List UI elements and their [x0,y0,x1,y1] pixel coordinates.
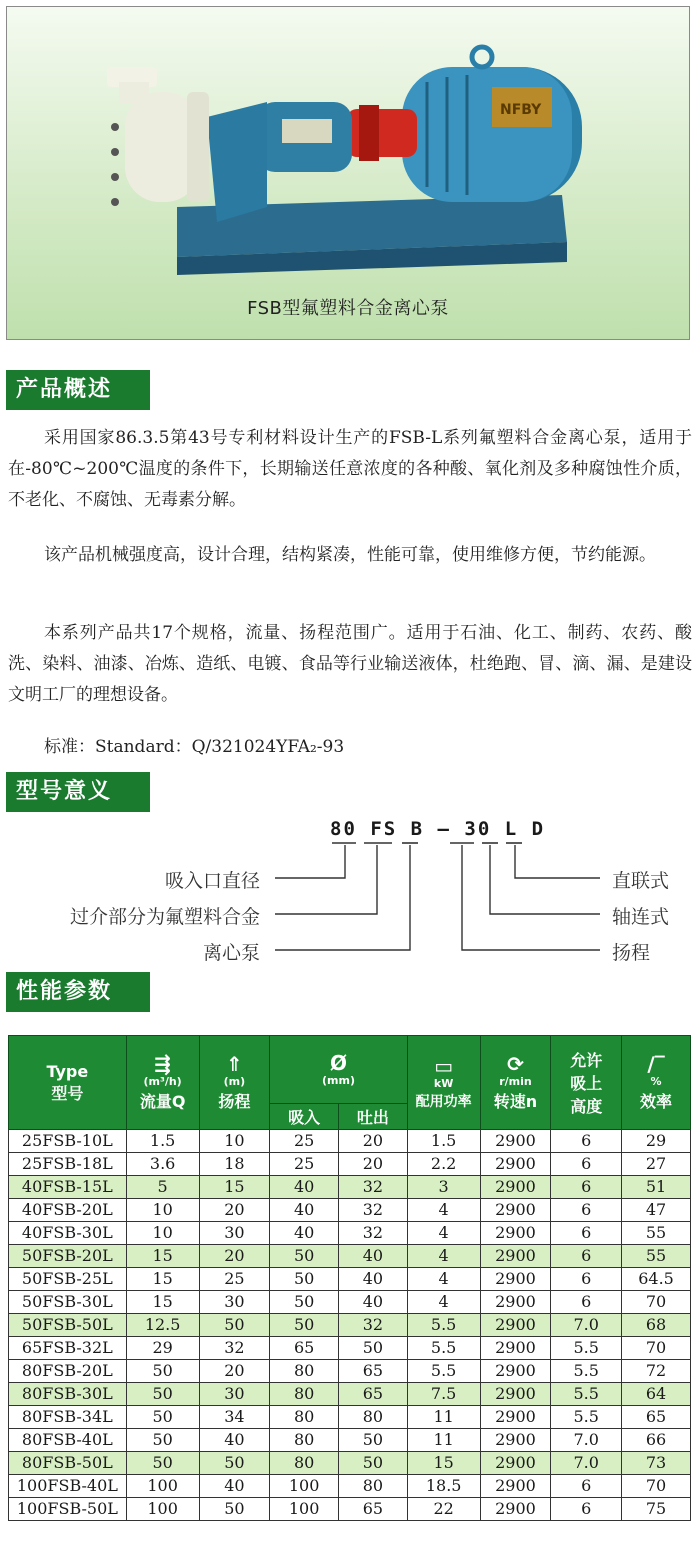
label-inlet-diameter: 吸入口直径 [164,870,260,892]
table-cell: 40 [270,1176,339,1199]
table-cell: 32 [199,1337,270,1360]
table-cell: 34 [199,1406,270,1429]
table-cell: 12.5 [126,1314,199,1337]
table-cell: 2900 [480,1153,551,1176]
table-cell: 5.5 [407,1337,480,1360]
table-cell: 40 [199,1429,270,1452]
table-cell: 2900 [480,1498,551,1521]
table-cell: 7.0 [551,1314,622,1337]
table-cell: 70 [622,1475,691,1498]
performance-heading: 性能参数 [6,972,150,1012]
table-cell: 4 [407,1268,480,1291]
table-cell: 32 [339,1314,408,1337]
table-cell: 15 [126,1291,199,1314]
table-cell: 30 [199,1291,270,1314]
table-cell: 80FSB-20L [9,1360,127,1383]
motor-icon: ▭ [434,1053,454,1078]
table-row [9,1429,691,1452]
table-cell: 2900 [480,1199,551,1222]
table-cell: 5.5 [551,1406,622,1429]
table-cell: 65 [622,1406,691,1429]
label-shaft-coupled: 轴连式 [612,906,670,928]
col-inlet: 吸入 [270,1104,339,1130]
table-cell: 100 [126,1475,199,1498]
table-cell: 25 [270,1130,339,1153]
table-cell: 50 [339,1452,408,1475]
col-flow: ⇶ (m³/h) 流量Q [126,1036,199,1130]
table-cell: 5.5 [551,1360,622,1383]
table-cell: 100 [270,1498,339,1521]
table-cell: 2900 [480,1176,551,1199]
table-cell: 2900 [480,1383,551,1406]
col-efficiency: ∕‾ % 效率 [622,1036,691,1130]
table-cell: 5.5 [551,1337,622,1360]
table-cell: 2900 [480,1268,551,1291]
table-cell: 80 [339,1475,408,1498]
table-cell: 1.5 [407,1130,480,1153]
table-cell: 50 [199,1314,270,1337]
table-cell: 73 [622,1452,691,1475]
performance-table-body [9,1130,691,1521]
table-row [9,1130,691,1153]
table-cell: 50 [199,1452,270,1475]
table-row [9,1222,691,1245]
table-row [9,1176,691,1199]
flow-icon: ⇶ [154,1052,172,1076]
table-cell: 20 [199,1199,270,1222]
table-cell: 40 [339,1245,408,1268]
table-cell: 6 [551,1475,622,1498]
table-cell: 15 [407,1452,480,1475]
table-cell: 18 [199,1153,270,1176]
col-speed: ⟳ r/min 转速n [480,1036,551,1130]
table-row [9,1245,691,1268]
table-cell: 40FSB-15L [9,1176,127,1199]
table-row [9,1153,691,1176]
col-type: Type 型号 [9,1036,127,1130]
table-cell: 4 [407,1291,480,1314]
table-cell: 40 [339,1291,408,1314]
table-cell: 100FSB-40L [9,1475,127,1498]
label-direct-coupled: 直联式 [612,870,670,892]
table-row [9,1268,691,1291]
table-row [9,1452,691,1475]
col-head: ⇑ (m) 扬程 [199,1036,270,1130]
table-cell: 50 [126,1429,199,1452]
table-cell: 100 [270,1475,339,1498]
table-cell: 2900 [480,1452,551,1475]
table-cell: 100FSB-50L [9,1498,127,1521]
table-cell: 7.5 [407,1383,480,1406]
table-cell: 80FSB-40L [9,1429,127,1452]
table-cell: 2900 [480,1337,551,1360]
diameter-symbol-icon: Ø [329,1050,347,1075]
table-cell: 4 [407,1199,480,1222]
table-cell: 65 [270,1337,339,1360]
table-cell: 6 [551,1291,622,1314]
overview-paragraph-3: 本系列产品共17个规格，流量、扬程范围广。适用于石油、化工、制药、农药、酸洗、染料、油漆、冶炼、造纸、电镀、食品等行业输送液体，杜绝跑、冒、滴、漏、是建设文明工厂的理想设备。 [8,623,692,705]
table-cell: 32 [339,1199,408,1222]
table-cell: 50 [126,1360,199,1383]
table-cell: 50 [270,1291,339,1314]
table-cell: 5.5 [551,1383,622,1406]
head-arrow-icon: ⇑ [226,1052,243,1076]
table-cell: 7.0 [551,1429,622,1452]
table-cell: 50 [126,1452,199,1475]
col-power: ▭ kW 配用功率 [407,1036,480,1130]
table-cell: 50FSB-30L [9,1291,127,1314]
table-cell: 72 [622,1360,691,1383]
table-row [9,1337,691,1360]
table-row [9,1199,691,1222]
table-cell: 2900 [480,1314,551,1337]
table-cell: 65 [339,1383,408,1406]
table-cell: 2900 [480,1406,551,1429]
table-cell: 50 [199,1498,270,1521]
table-cell: 40FSB-30L [9,1222,127,1245]
table-cell: 50 [270,1268,339,1291]
table-cell: 65 [339,1360,408,1383]
table-cell: 55 [622,1245,691,1268]
table-cell: 15 [199,1176,270,1199]
table-row [9,1383,691,1406]
table-cell: 7.0 [551,1452,622,1475]
table-cell: 100 [126,1498,199,1521]
table-cell: 20 [339,1153,408,1176]
table-cell: 20 [199,1245,270,1268]
table-cell: 50 [339,1337,408,1360]
table-cell: 22 [407,1498,480,1521]
table-cell: 2900 [480,1222,551,1245]
table-cell: 6 [551,1130,622,1153]
table-cell: 18.5 [407,1475,480,1498]
table-cell: 2900 [480,1429,551,1452]
overview-paragraph-1: 采用国家86.3.5第43号专利材料设计生产的FSB-L系列氟塑料合金离心泵，适用于在-80℃~200℃温度的条件下，长期输送任意浓度的各种酸、氧化剂及多种腐蚀性介质，不老化、不腐蚀、无毒素分解。 [8,428,692,510]
table-row [9,1291,691,1314]
table-cell: 30 [199,1222,270,1245]
table-cell: 20 [339,1130,408,1153]
table-cell: 10 [126,1199,199,1222]
table-cell: 2.2 [407,1153,480,1176]
table-cell: 6 [551,1245,622,1268]
table-cell: 2900 [480,1360,551,1383]
table-cell: 50FSB-20L [9,1245,127,1268]
table-cell: 4 [407,1222,480,1245]
table-cell: 30 [199,1383,270,1406]
table-cell: 20 [199,1360,270,1383]
table-cell: 25FSB-10L [9,1130,127,1153]
table-cell: 50 [339,1429,408,1452]
table-cell: 11 [407,1429,480,1452]
table-cell: 4 [407,1245,480,1268]
table-cell: 80 [270,1452,339,1475]
table-cell: 15 [126,1268,199,1291]
table-cell: 64 [622,1383,691,1406]
table-cell: 32 [339,1222,408,1245]
table-cell: 3 [407,1176,480,1199]
table-cell: 47 [622,1199,691,1222]
table-cell: 25FSB-18L [9,1153,127,1176]
table-cell: 80 [270,1360,339,1383]
table-cell: 80 [270,1406,339,1429]
table-cell: 40FSB-20L [9,1199,127,1222]
table-row [9,1498,691,1521]
table-cell: 5 [126,1176,199,1199]
table-cell: 5.5 [407,1360,480,1383]
table-row [9,1314,691,1337]
table-cell: 65FSB-32L [9,1337,127,1360]
table-row [9,1475,691,1498]
col-outlet: 吐出 [339,1104,408,1130]
model-code: 80 FS B – 30 L D [330,818,546,840]
efficiency-curve-icon: ∕‾ [647,1052,665,1076]
table-cell: 50FSB-50L [9,1314,127,1337]
table-cell: 27 [622,1153,691,1176]
table-cell: 80 [270,1429,339,1452]
table-cell: 50 [270,1314,339,1337]
table-cell: 11 [407,1406,480,1429]
table-cell: 2900 [480,1245,551,1268]
col-diameter: Ø (mm) [270,1036,408,1104]
table-cell: 6 [551,1153,622,1176]
table-cell: 15 [126,1245,199,1268]
standard-line: 标准：Standard：Q/321024YFA₂-93 [44,737,345,757]
table-cell: 32 [339,1176,408,1199]
label-fluoroplastic-parts: 过介部分为氟塑料合金 [69,906,260,928]
label-centrifugal-pump: 离心泵 [202,942,260,964]
table-cell: 70 [622,1291,691,1314]
table-cell: 29 [126,1337,199,1360]
table-cell: 1.5 [126,1130,199,1153]
table-cell: 66 [622,1429,691,1452]
table-cell: 40 [270,1199,339,1222]
table-cell: 50 [270,1245,339,1268]
table-cell: 50 [126,1383,199,1406]
overview-paragraph-2: 该产品机械强度高，设计合理，结构紧凑，性能可靠，使用维修方便，节约能源。 [44,545,656,565]
table-cell: 25 [270,1153,339,1176]
table-cell: 2900 [480,1291,551,1314]
table-cell: 6 [551,1222,622,1245]
table-cell: 6 [551,1199,622,1222]
table-cell: 10 [126,1222,199,1245]
table-cell: 5.5 [407,1314,480,1337]
photo-caption: FSB型氟塑料合金离心泵 [247,298,449,319]
table-cell: 6 [551,1176,622,1199]
table-cell: 55 [622,1222,691,1245]
table-cell: 2900 [480,1130,551,1153]
table-cell: 40 [270,1222,339,1245]
table-cell: 2900 [480,1475,551,1498]
table-cell: 40 [199,1475,270,1498]
table-cell: 65 [339,1498,408,1521]
table-cell: 50FSB-25L [9,1268,127,1291]
table-cell: 29 [622,1130,691,1153]
model-meaning-heading: 型号意义 [6,772,150,812]
table-cell: 68 [622,1314,691,1337]
table-cell: 80 [339,1406,408,1429]
rotation-icon: ⟳ [507,1052,524,1076]
table-cell: 80 [270,1383,339,1406]
label-head: 扬程 [612,942,651,964]
col-suction-height: 允许 吸上 高度 [551,1036,622,1130]
table-cell: 80FSB-50L [9,1452,127,1475]
table-cell: 70 [622,1337,691,1360]
table-row [9,1406,691,1429]
table-cell: 75 [622,1498,691,1521]
table-cell: 64.5 [622,1268,691,1291]
table-cell: 6 [551,1268,622,1291]
motor-nameplate: NFBY [500,102,542,118]
performance-table [8,1035,691,1521]
table-cell: 25 [199,1268,270,1291]
table-cell: 51 [622,1176,691,1199]
table-cell: 80FSB-30L [9,1383,127,1406]
table-cell: 40 [339,1268,408,1291]
table-cell: 3.6 [126,1153,199,1176]
table-cell: 50 [126,1406,199,1429]
table-cell: 6 [551,1498,622,1521]
table-cell: 10 [199,1130,270,1153]
overview-heading: 产品概述 [6,370,150,410]
table-cell: 80FSB-34L [9,1406,127,1429]
table-row [9,1360,691,1383]
